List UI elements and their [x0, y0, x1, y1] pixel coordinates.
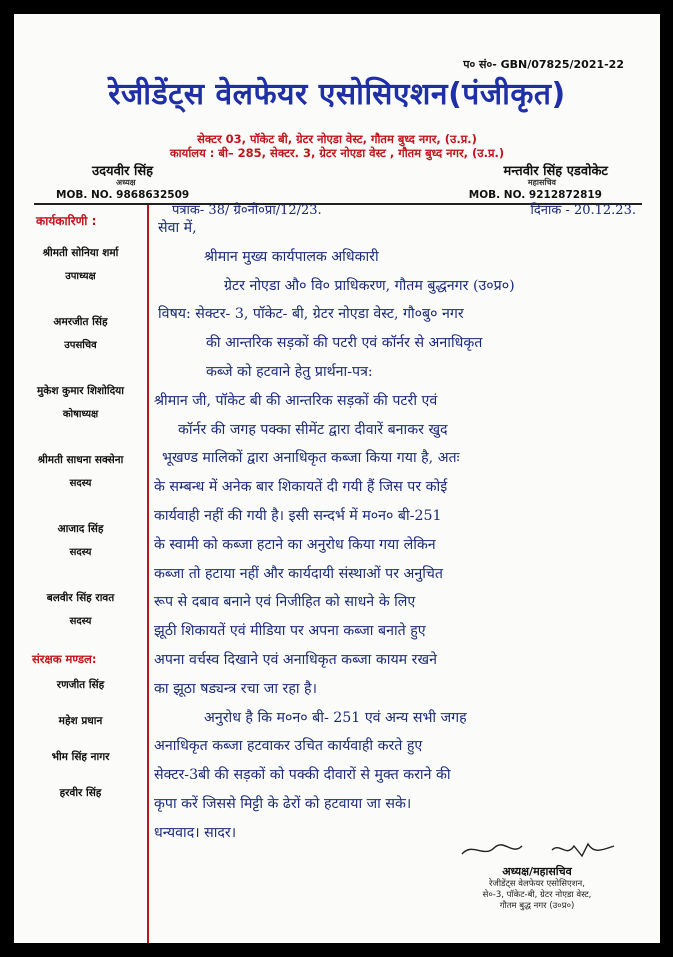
sidebar-member [14, 579, 147, 648]
member-role: उपाध्यक्ष [65, 271, 96, 282]
member-role: कोषाध्यक्ष [62, 409, 99, 420]
body-line: श्रीमान जी, पॉकेट बी की आन्तरिक सड़कों की पटरी एवं [154, 392, 438, 409]
signature-scribble [442, 840, 632, 860]
stamp-address: से०-3, पॉकेट-बी, ग्रेटर नोएडा वेस्ट, [482, 890, 592, 900]
addressee-line: ग्रेटर नोएडा औ० वि० प्राधिकरण, गौतम बुद्धनगर (उ०प्र०) [224, 277, 515, 294]
address-line-2: कार्यालय : बी– 285, सेक्टर. 3, ग्रेटर नोएडा वेस्ट , गौतम बुध्द नगर, (उ.प्र.) [169, 146, 505, 160]
sidebar-member [14, 234, 147, 303]
member-role: सदस्य [69, 478, 92, 489]
salutation-line: सेवा में, [158, 220, 197, 236]
body-line: कार्यवाही नहीं की गयी है। इसी सन्दर्भ में म०न० बी-251 [154, 507, 442, 524]
address-line-1: सेक्टर 03, पॉकेट बी, ग्रेटर नोएडा वेस्ट, गौतम बुध्द नगर, (उ.प्र.) [197, 132, 477, 146]
body-line: सेक्टर-3बी की सड़कों को पक्की दीवारों से मुक्त कराने की [154, 767, 451, 784]
sidebar-member [14, 510, 147, 579]
body-line: के स्वामी को कब्जा हटाने का अनुरोध किया गया लेकिन [154, 536, 436, 553]
letter-body [154, 214, 660, 848]
president-role: अध्यक्ष [116, 178, 136, 187]
body-line: का झूठा षड्यन्त्र रचा जा रहा है। [154, 680, 317, 697]
secretary-mobile: MOB. NO. 9212872819 [468, 189, 602, 201]
member-name: बलवीर सिंह रावत [46, 592, 115, 604]
president-mobile: MOB. NO. 9868632509 [56, 189, 190, 201]
member-name: मुकेश कुमार शिशोदिया [37, 385, 124, 397]
secretary-name: मन्तवीर सिंह एडवोकेट [503, 164, 608, 179]
signature-block [442, 840, 632, 912]
patron-heading: संरक्षक मण्डल: [32, 652, 97, 666]
registration-number: प० सं०- GBN/07825/2021-22 [463, 58, 624, 71]
member-name: श्रीमती साधना सक्सेना [37, 454, 124, 466]
body-line: अपना वर्चस्व दिखाने एवं अनाधिकृत कब्जा कायम रखने [154, 651, 437, 668]
body-line: अनुरोध है कि म०न० बी- 251 एवं अन्य सभी जगह [204, 709, 467, 726]
sidebar-divider [147, 205, 149, 943]
patron-name: महेश प्रधान [58, 715, 103, 727]
sidebar-member [14, 441, 147, 510]
organization-name: रेजीडेंट्स वेलफेयर एसोसिएशन(पंजीकृत) [108, 77, 566, 112]
reference-number: पत्रांक- 38/ ग्रे०नो०प्रा/12/23. [172, 203, 322, 218]
member-role: सदस्य [69, 616, 92, 627]
letter-date: दिनांक - 20.12.23. [530, 203, 636, 218]
signatory-title: अध्यक्ष/महासचिव [502, 865, 572, 878]
patron-name: भीम सिंह नागर [51, 751, 110, 763]
stamp-address: गौतम बुद्ध नगर (उ०प्र०) [499, 901, 575, 911]
body-line: कृपा करें जिससे मिट्टी के ढेरों को हटवाया जा सके। [154, 795, 412, 812]
body-line: कॉर्नर की जगह पक्का सीमेंट द्वारा दीवारें बनाकर खुद [178, 421, 448, 438]
stamp-org: रेजीडेंट्स वेलफेयर एसोसिएशन, [489, 879, 585, 889]
subject-line: कब्जे को हटवाने हेतु प्रार्थना-पत्र: [206, 363, 373, 380]
closing-line: धन्यवाद। सादर। [154, 824, 237, 841]
member-role: सदस्य [69, 547, 92, 558]
subject-line: विषय: सेक्टर- 3, पॉकेट- बी, ग्रेटर नोएडा वेस्ट, गौ०बु० नगर [158, 306, 464, 323]
member-name: अमरजीत सिंह [53, 316, 108, 328]
member-role: उपसचिव [64, 340, 97, 351]
body-line: रूप से दबाव बनाने एवं निजीहित को साधने के लिए [154, 594, 416, 611]
addressee-line: श्रीमान मुख्य कार्यपालक अधिकारी [204, 248, 379, 265]
member-name: श्रीमती सोनिया शर्मा [42, 247, 119, 259]
body-line: अनाधिकृत कब्जा हटवाकर उचित कार्यवाही करते हुए [154, 738, 423, 755]
patron-name: रणजीत सिंह [56, 679, 105, 691]
member-name: आजाद सिंह [57, 523, 104, 535]
executive-heading: कार्यकारिणी : [36, 214, 97, 228]
president-name: उदयवीर सिंह [92, 164, 154, 179]
letter-page [14, 14, 660, 943]
sidebar-member [14, 303, 147, 372]
executive-sidebar [14, 212, 147, 822]
sidebar-member [14, 372, 147, 441]
patron-name: हरवीर सिंह [59, 787, 102, 799]
body-line: के सम्बन्ध में अनेक बार शिकायतें दी गयी हैं जिस पर कोई [154, 479, 448, 496]
body-line: भूखण्ड मालिकों द्वारा अनाधिकृत कब्जा किया गया है, अतः [162, 450, 460, 467]
subject-line: की आन्तरिक सड़कों की पटरी एवं कॉर्नर से अनाधिकृत [206, 335, 483, 352]
body-line: झूठी शिकायतें एवं मीडिया पर अपना कब्जा बनाते हुए [154, 623, 426, 640]
secretary-role: महासचिव [527, 178, 556, 187]
body-line: कब्जा तो हटाया नहीं और कार्यदायी संस्थाओं पर अनुचित [154, 565, 444, 582]
